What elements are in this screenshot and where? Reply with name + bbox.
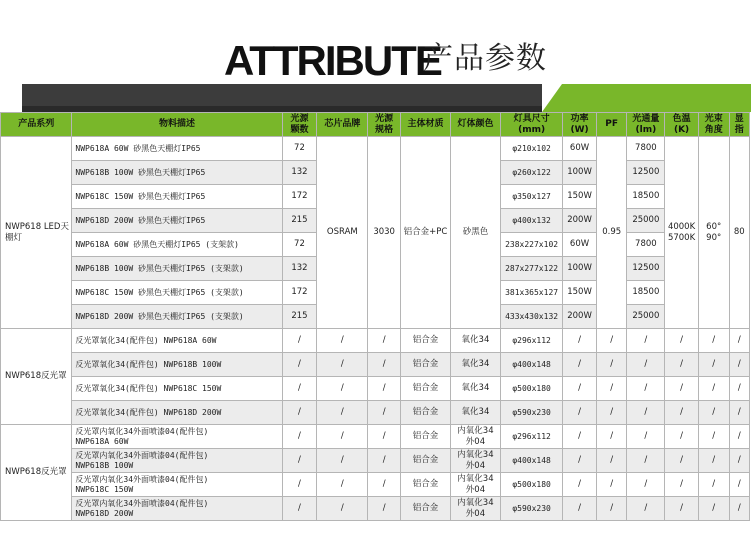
flux-cell: 18500	[627, 185, 665, 209]
material-cell: 铝合金	[400, 425, 450, 449]
color-cell: 氧化34	[450, 329, 500, 353]
table-row	[1, 137, 750, 161]
table-row	[1, 353, 750, 377]
slash-cell: /	[596, 497, 627, 521]
table-body	[1, 137, 750, 521]
slash-cell: /	[368, 425, 401, 449]
count-cell: 215	[282, 305, 317, 329]
description-cell: 反光罩氧化34(配件包) NWP618C 150W	[72, 377, 282, 401]
slash-cell: /	[729, 473, 749, 497]
slash-cell: /	[665, 329, 699, 353]
slash-cell: /	[368, 329, 401, 353]
slash-cell: /	[729, 425, 749, 449]
power-cell: 150W	[563, 185, 597, 209]
slash-cell: /	[729, 377, 749, 401]
column-header: 光束 角度	[698, 113, 729, 137]
power-cell: 60W	[563, 137, 597, 161]
slash-cell: /	[729, 449, 749, 473]
slash-cell: /	[563, 329, 597, 353]
description-cell: 反光罩氧化34(配件包) NWP618B 100W	[72, 353, 282, 377]
color-cell	[450, 473, 500, 497]
slash-cell: /	[282, 449, 317, 473]
description-cell	[72, 473, 282, 497]
slash-cell: /	[317, 353, 368, 377]
count-cell: 72	[282, 137, 317, 161]
color-cell: 砂黑色	[450, 137, 500, 329]
slash-cell: /	[729, 353, 749, 377]
description-cell: NWP618A 60W 砂黑色天棚灯IP65 (支架款)	[72, 233, 282, 257]
color-cell	[450, 425, 500, 449]
slash-cell: /	[282, 497, 317, 521]
chip-cell: OSRAM	[317, 137, 368, 329]
slash-cell: /	[317, 425, 368, 449]
count-cell: 72	[282, 233, 317, 257]
description-cell: NWP618B 100W 砂黑色天棚灯IP65 (支架款)	[72, 257, 282, 281]
material-cell: 铝合金	[400, 401, 450, 425]
slash-cell: /	[282, 329, 317, 353]
color-line: 外04	[465, 508, 486, 519]
slash-cell: /	[665, 353, 699, 377]
power-cell: 100W	[563, 161, 597, 185]
size-cell: φ296x112	[500, 329, 562, 353]
slash-cell: /	[627, 353, 665, 377]
count-cell: 172	[282, 281, 317, 305]
material-cell: 铝合金	[400, 497, 450, 521]
description-line: 反光罩内氧化34外面喷漆04(配件包)	[75, 498, 209, 508]
material-cell: 铝合金	[400, 353, 450, 377]
size-cell: 433x430x132	[500, 305, 562, 329]
power-cell: 200W	[563, 209, 597, 233]
size-cell: φ590x230	[500, 401, 562, 425]
column-header: 灯具尺寸 (mm)	[500, 113, 562, 137]
slash-cell: /	[627, 449, 665, 473]
description-cell	[72, 449, 282, 473]
description-model: NWP618C 150W	[75, 484, 134, 494]
column-header: 色温 (K)	[665, 113, 699, 137]
size-cell: φ400x132	[500, 209, 562, 233]
power-cell: 60W	[563, 233, 597, 257]
description-line: 反光罩内氧化34外面喷漆04(配件包)	[75, 474, 209, 484]
description-cell: NWP618D 200W 砂黑色天棚灯IP65 (支架款)	[72, 305, 282, 329]
band-green	[542, 84, 751, 112]
size-cell: φ400x148	[500, 353, 562, 377]
slash-cell: /	[563, 377, 597, 401]
size-cell: φ590x230	[500, 497, 562, 521]
size-cell: φ296x112	[500, 425, 562, 449]
color-line: 内氧化34	[457, 473, 494, 484]
column-header: 主体材质	[400, 113, 450, 137]
count-cell: 172	[282, 185, 317, 209]
cri-cell: 80	[729, 137, 749, 329]
material-cell: 铝合金	[400, 473, 450, 497]
description-model: NWP618A 60W	[75, 436, 129, 446]
slash-cell: /	[596, 425, 627, 449]
description-line: 反光罩内氧化34外面喷漆04(配件包)	[75, 426, 209, 436]
flux-cell: 18500	[627, 281, 665, 305]
slash-cell: /	[729, 329, 749, 353]
slash-cell: /	[665, 377, 699, 401]
slash-cell: /	[563, 473, 597, 497]
slash-cell: /	[729, 401, 749, 425]
power-cell: 200W	[563, 305, 597, 329]
slash-cell: /	[698, 449, 729, 473]
series-cell: NWP618反光罩	[1, 425, 72, 521]
slash-cell: /	[317, 449, 368, 473]
table-header	[1, 113, 750, 137]
count-cell: 215	[282, 209, 317, 233]
column-header: PF	[596, 113, 627, 137]
slash-cell: /	[698, 401, 729, 425]
power-cell: 150W	[563, 281, 597, 305]
slash-cell: /	[282, 401, 317, 425]
description-cell: NWP618A 60W 砂黑色天棚灯IP65	[72, 137, 282, 161]
color-line: 外04	[465, 484, 486, 495]
slash-cell: /	[317, 377, 368, 401]
description-model: NWP618B 100W	[75, 460, 134, 470]
table-row	[1, 377, 750, 401]
flux-cell: 12500	[627, 161, 665, 185]
column-header: 光源 颗数	[282, 113, 317, 137]
slash-cell: /	[282, 377, 317, 401]
column-header: 功率 (W)	[563, 113, 597, 137]
color-line: 外04	[465, 460, 486, 471]
slash-cell: /	[698, 353, 729, 377]
slash-cell: /	[596, 377, 627, 401]
slash-cell: /	[665, 473, 699, 497]
color-cell: 氧化34	[450, 353, 500, 377]
slash-cell: /	[368, 401, 401, 425]
title-chinese: 产品参数	[423, 41, 547, 76]
slash-cell: /	[596, 473, 627, 497]
color-cell: 氧化34	[450, 401, 500, 425]
color-line: 外04	[465, 436, 486, 447]
title-english: ATTRIBUTE	[224, 37, 441, 84]
slash-cell: /	[368, 449, 401, 473]
description-cell	[72, 425, 282, 449]
slash-cell: /	[317, 329, 368, 353]
column-header: 灯体颜色	[450, 113, 500, 137]
size-cell: 238x227x102	[500, 233, 562, 257]
column-header: 显 指	[729, 113, 749, 137]
flux-cell: 7800	[627, 233, 665, 257]
slash-cell: /	[698, 425, 729, 449]
color-cell	[450, 449, 500, 473]
count-cell: 132	[282, 257, 317, 281]
beam-cell: 60° 90°	[698, 137, 729, 329]
color-line: 内氧化34	[457, 497, 494, 508]
slash-cell: /	[665, 497, 699, 521]
size-cell: 287x277x122	[500, 257, 562, 281]
slash-cell: /	[282, 425, 317, 449]
size-cell: φ260x122	[500, 161, 562, 185]
description-cell: NWP618D 200W 砂黑色天棚灯IP65	[72, 209, 282, 233]
material-cell: 铝合金	[400, 449, 450, 473]
description-cell: NWP618B 100W 砂黑色天棚灯IP65	[72, 161, 282, 185]
slash-cell: /	[698, 473, 729, 497]
slash-cell: /	[368, 377, 401, 401]
description-cell: 反光罩氧化34(配件包) NWP618D 200W	[72, 401, 282, 425]
material-cell: 铝合金	[400, 329, 450, 353]
description-cell	[72, 497, 282, 521]
size-cell: φ350x127	[500, 185, 562, 209]
flux-cell: 12500	[627, 257, 665, 281]
slash-cell: /	[282, 473, 317, 497]
slash-cell: /	[627, 401, 665, 425]
table-row	[1, 425, 750, 449]
color-line: 内氧化34	[457, 425, 494, 436]
color-line: 内氧化34	[457, 449, 494, 460]
table-row	[1, 449, 750, 473]
slash-cell: /	[563, 353, 597, 377]
slash-cell: /	[596, 353, 627, 377]
description-line: 反光罩内氧化34外面喷漆04(配件包)	[75, 450, 209, 460]
column-header: 光通量 (lm)	[627, 113, 665, 137]
slash-cell: /	[698, 497, 729, 521]
count-cell: 132	[282, 161, 317, 185]
slash-cell: /	[665, 425, 699, 449]
power-cell: 100W	[563, 257, 597, 281]
slash-cell: /	[698, 329, 729, 353]
page-header	[0, 0, 751, 112]
description-cell: NWP618C 150W 砂黑色天棚灯IP65 (支架款)	[72, 281, 282, 305]
spec-cell: 3030	[368, 137, 401, 329]
pf-cell: 0.95	[596, 137, 627, 329]
slash-cell: /	[729, 497, 749, 521]
column-header: 物料描述	[72, 113, 282, 137]
table-row	[1, 473, 750, 497]
flux-cell: 7800	[627, 137, 665, 161]
column-header: 芯片品牌	[317, 113, 368, 137]
series-cell: NWP618反光罩	[1, 329, 72, 425]
slash-cell: /	[596, 449, 627, 473]
color-cell: 氧化34	[450, 377, 500, 401]
size-cell: φ400x148	[500, 449, 562, 473]
column-header: 光源 规格	[368, 113, 401, 137]
material-cell: 铝合金	[400, 377, 450, 401]
description-cell: NWP618C 150W 砂黑色天棚灯IP65	[72, 185, 282, 209]
size-cell: φ500x180	[500, 377, 562, 401]
header-band	[22, 84, 751, 112]
table-row	[1, 329, 750, 353]
slash-cell: /	[698, 377, 729, 401]
color-cell	[450, 497, 500, 521]
slash-cell: /	[563, 401, 597, 425]
size-cell: φ500x180	[500, 473, 562, 497]
slash-cell: /	[317, 497, 368, 521]
slash-cell: /	[596, 401, 627, 425]
table-row	[1, 497, 750, 521]
slash-cell: /	[596, 329, 627, 353]
slash-cell: /	[563, 497, 597, 521]
slash-cell: /	[665, 401, 699, 425]
size-cell: φ210x102	[500, 137, 562, 161]
attribute-table	[0, 112, 750, 521]
description-cell: 反光罩氧化34(配件包) NWP618A 60W	[72, 329, 282, 353]
cct-cell: 4000K 5700K	[665, 137, 699, 329]
slash-cell: /	[627, 473, 665, 497]
description-model: NWP618D 200W	[75, 508, 134, 518]
flux-cell: 25000	[627, 305, 665, 329]
slash-cell: /	[368, 497, 401, 521]
size-cell: 381x365x127	[500, 281, 562, 305]
material-cell: 铝合金+PC	[400, 137, 450, 329]
slash-cell: /	[665, 449, 699, 473]
slash-cell: /	[627, 329, 665, 353]
series-cell: NWP618 LED天棚灯	[1, 137, 72, 329]
slash-cell: /	[368, 473, 401, 497]
slash-cell: /	[627, 497, 665, 521]
slash-cell: /	[317, 401, 368, 425]
column-header: 产品系列	[1, 113, 72, 137]
slash-cell: /	[317, 473, 368, 497]
slash-cell: /	[627, 425, 665, 449]
slash-cell: /	[563, 425, 597, 449]
table-row	[1, 401, 750, 425]
slash-cell: /	[368, 353, 401, 377]
flux-cell: 25000	[627, 209, 665, 233]
slash-cell: /	[282, 353, 317, 377]
slash-cell: /	[563, 449, 597, 473]
slash-cell: /	[627, 377, 665, 401]
